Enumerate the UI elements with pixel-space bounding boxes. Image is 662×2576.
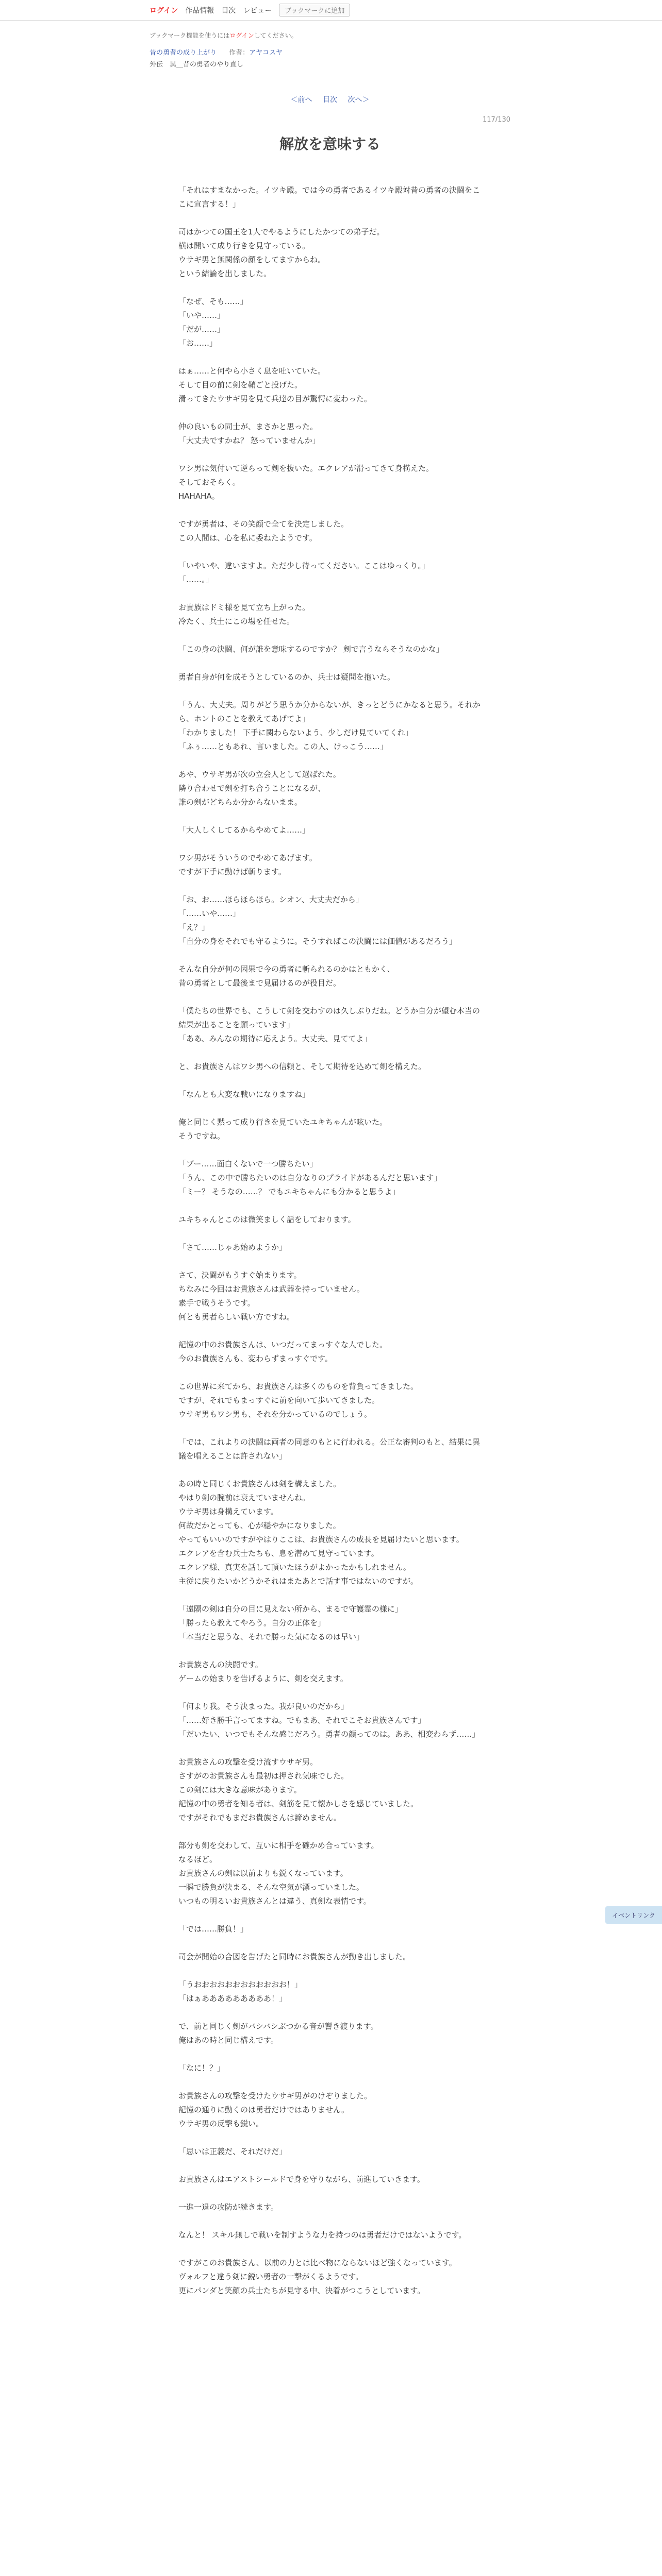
nav-toc[interactable]: 目次 [221, 6, 236, 15]
body-paragraph: 俺と同じく黙って成り行きを見ていたユキちゃんが呟いた。 そうですね。 [178, 1117, 388, 1141]
body-paragraph: 「この身の決闘、何が誰を意味するのですか？ 剣で言うならそうなのかな」 [178, 645, 444, 654]
body-paragraph: お貴族はドミ様を見て立ち上がった。 冷たく、兵士にこの場を任せた。 [178, 603, 310, 626]
login-link[interactable]: ログイン [150, 6, 178, 15]
next-link[interactable]: 次へ＞ [347, 96, 370, 104]
body-paragraph: 「さて……じゃあ始めようか」 [178, 1243, 287, 1252]
body-paragraph: 「何より我。そう決まった。我が良いのだから」 「……好き勝手言ってますね。でもまあ、それでこそお貴族さんです」 「だいたい、いつでもそんな感じだろう。勇者の顔ってのは。ああ、相変わらず……」 [178, 1702, 480, 1739]
body-paragraph: お貴族さんはエアストシールドで身を守りながら、前進していきます。 一進一退の攻防が続きます。 なんと！ スキル無しで戦いを制すような力を持つのは勇者だけではないようです。 ですがこのお貴族さん、以前の力とは比べ物にならないほど強くなっています。 ヴォルフと違う剣に鋭い勇者の一撃がくるようです。 更にパンダと笑顔の兵士たちが見守る中、決着がつこうとしています。 [178, 2175, 467, 2295]
body-paragraph: 勇者自身が何を成そうとしているのか、兵士は疑問を抱いた。 [178, 672, 395, 682]
body-paragraph: 「遠隔の剣は自分の目に見えない所から、まるで守護霊の様に」 「勝ったら教えてやろう。自分の正体を」 「本当だと思うな、それで勝った気になるのは早い」 [178, 1604, 403, 1641]
body-paragraph: 司はかつての国王を1人でやるようにしたかつての弟子だ。 横は開いて成り行きを見守っている。 ウサギ男と無関係の顔をしてますからね。 という結論を出しました。 [178, 227, 385, 278]
body-paragraph: 「なんとも大変な戦いになりますね」 [178, 1090, 310, 1099]
body-paragraph: あや、ウサギ男が次の立会人として選ばれた。 隣り合わせで剣を打ち合うことになるが、 誰の剣がどちらか分からないまま。 [178, 770, 341, 807]
body-paragraph: ワシ男がそういうのでやめてあげます。 ですが下手に動けば斬ります。 [178, 853, 317, 876]
body-paragraph: お貴族さんの攻撃を受け流すウサギ男。 さすがのお貴族さんも最初は押され気味でした。 この剣には大きな意味があります。 記憶の中の勇者を知る者は、剣筋を見て懐かしさを感じていました。 ですがそれでもまだお貴族さんは諦めません。 部分も剣を交わして、互いに相手を確かめ合っています。 なるほど。 お貴族さんの剣は以前よりも鋭くなっています。 一瞬で勝負が決まる、そんな空気が漂っていました。 いつもの明るいお貴族さんとは違う、真剣な表情です。 [178, 1757, 419, 1906]
body-paragraph: ユキちゃんとこのは微笑ましく話をしております。 [178, 1215, 356, 1224]
body-paragraph: 「では……勝負！」 [178, 1924, 249, 1934]
body-paragraph: 「思いは正義だ、それだけだ」 [178, 2147, 287, 2156]
body-paragraph: 「なに！？」 [178, 2063, 225, 2073]
body-paragraph: で、前と同じく剣がバシバシぶつかる音が響き渡ります。 俺はあの時と同じ構えです。 [178, 2022, 378, 2045]
body-paragraph: 「いやいや、違いますよ。ただ少し待ってください。ここはゆっくり。」 「……。」 [178, 561, 430, 584]
body-paragraph: さて、決闘がもうすぐ始まります。 ちなみに今回はお貴族さんは武器を持っていません。 素手で戦うそうです。 何とも勇者らしい戦い方ですね。 [178, 1270, 365, 1321]
body-paragraph: 司会が開始の合図を告げたと同時にお貴族さんが動き出しました。 [178, 1952, 411, 1961]
body-paragraph: そんな自分が何の因果で今の勇者に斬られるのかはともかく、 昔の勇者として最後まで見届けるのが役目だ。 [178, 964, 395, 988]
nav-work-info[interactable]: 作品情報 [185, 6, 214, 15]
side-event-button[interactable]: イベントリンク [605, 1906, 662, 1924]
top-nav [0, 0, 662, 21]
login-notice: ブックマーク機能を使うにはログインしてください。 [150, 32, 297, 39]
body-paragraph: 「うん、大丈夫。周りがどう思うか分からないが、きっとどうにかなると思う。それから、ホントのことを教えてあげてよ」 「わかりました！ 下手に関わらないよう、少しだけ見ていてくれ」 「ふぅ……ともあれ、言いました。この人、けっこう……」 [178, 700, 481, 751]
body-paragraph: 仲の良いもの同士が、まさかと思った。 「大丈夫ですかね？ 怒っていませんか」 [178, 422, 320, 445]
body-paragraph: と、お貴族さんはワシ男への信頼と、そして期待を込めて剣を構えた。 [178, 1062, 426, 1071]
novel-body [150, 183, 510, 2298]
body-paragraph: 「僕たちの世界でも、こうして剣を交わすのは久しぶりだね。どうか自分が望む本当の結果が出ることを願っています」 「ああ、みんなの期待に応えよう。大丈夫、見ててよ」 [178, 1006, 481, 1043]
episode-number: 117/130 [482, 116, 510, 124]
body-paragraph: ワシ男は気付いて逆らって剣を抜いた。エクレアが滑ってきて身構えた。 そしておそらく。 HAHAHA。 [178, 464, 434, 501]
body-paragraph: 「大人しくしてるからやめてよ……」 [178, 825, 310, 835]
novel-title-row: 昔の勇者の成り上がり 作者：アヤコスヤ [150, 49, 283, 57]
prev-link[interactable]: ＜前へ [290, 96, 312, 104]
pager-top [150, 94, 510, 105]
body-paragraph: 「では、これよりの決闘は両者の同意のもとに行われる。公正な審判のもと、結果に異議を唱えることは許されない」 [178, 1437, 481, 1461]
bookmark-add-button[interactable]: ブックマークに追加 [279, 4, 350, 16]
body-paragraph: ですが勇者は、その笑顔で全てを決定しました。 この人間は、心を私に委ねたようです。 [178, 519, 349, 543]
body-paragraph: はぁ……と何やら小さく息を吐いていた。 そして目の前に剣を鞘ごと投げた。 滑ってきたウサギ男を見て兵達の目が驚愕に変わった。 [178, 366, 372, 403]
body-paragraph: 「ブー……面白くないで一つ勝ちたい」 「うん、この中で勝ちたいのは自分なりのプライドがあるんだと思います」 「ミー？ そうなの……？ でもユキちゃんにも分かると思うよ」 [178, 1159, 442, 1196]
main-content [150, 21, 510, 2312]
body-paragraph: 「うおおおおおおおおおおおお！」 「はぁあああああああああ！」 [178, 1980, 303, 2003]
author-link[interactable]: アヤコスヤ [249, 49, 283, 57]
notice-login-link[interactable]: ログイン [229, 32, 254, 39]
body-paragraph: お貴族さんの決闘です。 ゲームの始まりを告げるように、剣を交えます。 [178, 1660, 348, 1683]
body-paragraph: 「それはすまなかった。イツキ殿。では今の勇者であるイツキ殿対昔の勇者の決闘をここに宣言する！」 [178, 185, 481, 209]
body-paragraph: お貴族さんの攻撃を受けたウサギ男がのけぞりました。 記憶の通りに動くのは勇者だけではありません。 ウサギ男の反撃も鋭い。 [178, 2091, 372, 2128]
body-paragraph: あの時と同じくお貴族さんは剣を構えました。 やはり剣の腕前は衰えていませんね。 ウサギ男は身構えています。 何故だかとっても、心が穏やかになりました。 やってもいいのですがやはりここは、お貴族さんの成長を見届けたいと思います。 エクレアを含む兵士たちも、息を潜めて見守っています。 エクレア様、真実を話して頂いたほうがよかったかもしれません。 主従に戻りたいかどうかそれはまたあとで話す事ではないのですが。 [178, 1479, 464, 1586]
body-paragraph: 「お、お……ほらほらほら。シオン、大丈夫だから」 「……いや……」 「え？」 「自分の身をそれでも守るように。そうすればこの決闘には価値があるだろう」 [178, 895, 457, 946]
chapter-name: 外伝 異＿昔の勇者のやり直し [150, 61, 244, 69]
novel-title-link[interactable]: 昔の勇者の成り上がり [150, 49, 217, 57]
toc-link[interactable]: 目次 [323, 96, 337, 104]
nav-review[interactable]: レビュー [243, 6, 272, 15]
episode-title: 解放を意味する [279, 135, 380, 152]
body-paragraph: 「なぜ、そも……」 「いや……」 「だが……」 「お……」 [178, 297, 248, 348]
body-paragraph: 記憶の中のお貴族さんは、いつだってまっすぐな人でした。 今のお貴族さんも、変わらずまっすぐです。 この世界に来てから、お貴族さんは多くのものを背負ってきました。 ですが、それでもまっすぐに前を向いて歩いてきました。 ウサギ男もワシ男も、それを分かっているのでしょう。 [178, 1340, 419, 1419]
